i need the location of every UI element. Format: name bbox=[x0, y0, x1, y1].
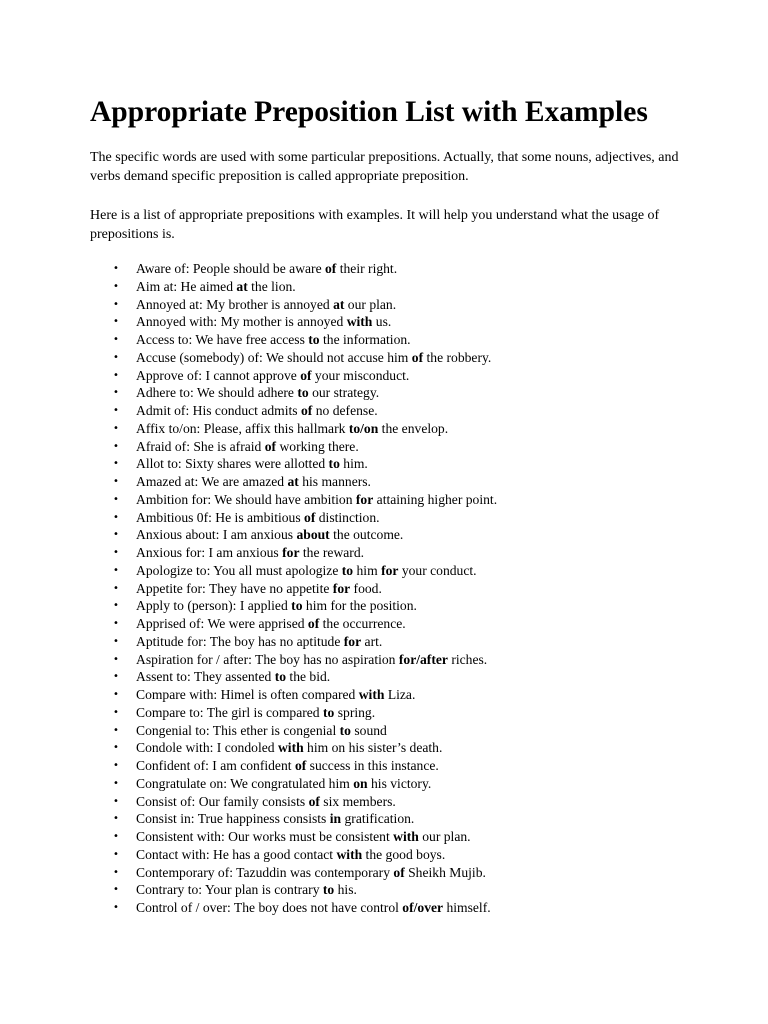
example-text: Accuse (somebody) of: We should not accuse him bbox=[136, 349, 412, 365]
list-item bbox=[0, 438, 768, 456]
example-text: gratification. bbox=[341, 811, 415, 827]
list-item bbox=[0, 384, 768, 402]
preposition-keyword: to bbox=[322, 882, 335, 898]
example-text: Anxious about: I am anxious bbox=[136, 527, 297, 543]
preposition-keyword: of bbox=[304, 509, 316, 525]
example-text: Aware of: People should be aware bbox=[136, 261, 325, 276]
list-item-text bbox=[136, 810, 414, 828]
example-text: working there. bbox=[276, 438, 359, 454]
example-text: success in this instance. bbox=[306, 758, 439, 773]
preposition-keyword: for bbox=[282, 545, 300, 560]
preposition-keyword: to bbox=[328, 456, 340, 472]
example-text: the reward. bbox=[299, 545, 365, 560]
example-text: Compare with: Himel is often compared bbox=[136, 687, 359, 702]
list-item-text bbox=[136, 562, 477, 580]
example-text: his manners. bbox=[298, 474, 371, 489]
list-item bbox=[0, 526, 768, 544]
example-text: Annoyed with: My mother is annoyed bbox=[136, 314, 347, 330]
example-text: our plan. bbox=[344, 296, 397, 312]
bullet-icon: • bbox=[113, 724, 119, 736]
bullet-icon: • bbox=[113, 671, 119, 683]
preposition-keyword: of bbox=[301, 403, 313, 418]
example-text: spring. bbox=[334, 704, 376, 720]
list-item-text bbox=[136, 367, 409, 385]
example-text: no defense. bbox=[312, 403, 378, 418]
example-text: Afraid of: She is afraid bbox=[136, 438, 265, 454]
bullet-icon: • bbox=[113, 831, 119, 842]
list-item-text bbox=[136, 420, 448, 438]
preposition-keyword: of bbox=[264, 438, 277, 454]
example-text: Confident of: I am confident bbox=[136, 758, 295, 773]
bullet-icon: • bbox=[113, 884, 119, 896]
lead-paragraph: Here is a list of appropriate prepositions with examples. It will help you understand what the usage of prepositions is. bbox=[90, 208, 660, 242]
example-text: Anxious for: I am anxious bbox=[136, 545, 283, 560]
preposition-keyword: for bbox=[355, 491, 374, 507]
list-item-text bbox=[136, 491, 497, 509]
preposition-keyword: of/over bbox=[402, 900, 444, 915]
bullet-icon: • bbox=[113, 618, 119, 629]
example-text: Assent to: They assented bbox=[136, 669, 275, 685]
bullet-icon: • bbox=[113, 813, 119, 825]
bullet-icon: • bbox=[113, 440, 119, 452]
example-text: food. bbox=[350, 580, 382, 596]
bullet-icon: • bbox=[113, 493, 119, 505]
list-item bbox=[0, 722, 768, 740]
preposition-keyword: to/on bbox=[348, 420, 379, 436]
example-text: him bbox=[353, 562, 382, 578]
example-text: Congratulate on: We congratulated him bbox=[136, 775, 354, 791]
example-text: Adhere to: We should adhere bbox=[136, 385, 298, 401]
bullet-icon: • bbox=[113, 369, 119, 381]
bullet-icon: • bbox=[113, 547, 119, 558]
list-item-text bbox=[136, 864, 486, 882]
example-text: your conduct. bbox=[398, 562, 477, 578]
preposition-keyword: to bbox=[339, 722, 351, 738]
example-text: our plan. bbox=[418, 829, 471, 844]
list-item bbox=[0, 881, 768, 899]
example-text: Contrary to: Your plan is contrary bbox=[136, 882, 323, 898]
list-item-text bbox=[136, 384, 379, 402]
example-text: their right. bbox=[336, 261, 398, 276]
list-item bbox=[0, 491, 768, 509]
example-text: the robbery. bbox=[423, 349, 492, 365]
list-item bbox=[0, 846, 768, 864]
list-item-text bbox=[136, 722, 387, 740]
example-text: Aim at: He aimed bbox=[136, 278, 237, 294]
bullet-icon: • bbox=[113, 582, 119, 594]
list-item bbox=[0, 402, 768, 420]
list-item-text bbox=[136, 473, 371, 491]
intro-paragraph: The specific words are used with some particular prepositions. Actually, that some nouns, adjectives, and verbs demand specific preposition is called appropriate preposition. bbox=[90, 150, 679, 184]
preposition-keyword: to bbox=[297, 385, 309, 401]
example-text: him. bbox=[339, 456, 368, 472]
bullet-icon: • bbox=[113, 706, 119, 718]
list-item-text bbox=[136, 846, 445, 864]
list-item-text bbox=[136, 881, 357, 899]
bullet-icon: • bbox=[113, 653, 119, 665]
list-item-text bbox=[136, 597, 417, 615]
bullet-icon: • bbox=[113, 351, 119, 363]
example-text: Approve of: I cannot approve bbox=[136, 367, 301, 383]
preposition-list bbox=[0, 260, 768, 917]
list-item bbox=[0, 793, 768, 811]
example-text: Liza. bbox=[384, 687, 416, 702]
list-item-text bbox=[136, 331, 411, 349]
list-item bbox=[0, 597, 768, 615]
example-text: Sheikh Mujib. bbox=[404, 864, 486, 880]
preposition-keyword: to bbox=[341, 562, 354, 578]
preposition-keyword: at bbox=[236, 278, 248, 294]
bullet-icon: • bbox=[113, 600, 119, 612]
list-item-text bbox=[136, 668, 330, 686]
example-text: distinction. bbox=[315, 509, 380, 525]
list-item-text bbox=[136, 544, 364, 562]
list-item bbox=[0, 562, 768, 580]
preposition-keyword: to bbox=[323, 704, 335, 720]
list-item bbox=[0, 828, 768, 846]
list-item-text bbox=[136, 775, 431, 793]
list-item bbox=[0, 420, 768, 438]
list-item-text bbox=[136, 313, 391, 331]
example-text: the envelop. bbox=[378, 420, 449, 436]
example-text: sound bbox=[350, 722, 387, 738]
example-text: Contemporary of: Tazuddin was contemporary bbox=[136, 864, 394, 880]
preposition-keyword: to bbox=[291, 598, 303, 614]
example-text: our strategy. bbox=[308, 385, 380, 401]
bullet-icon: • bbox=[113, 405, 119, 416]
bullet-icon: • bbox=[113, 795, 119, 807]
example-text: Apologize to: You all must apologize bbox=[136, 562, 342, 578]
example-text: art. bbox=[361, 633, 383, 649]
bullet-icon: • bbox=[113, 316, 119, 328]
bullet-icon: • bbox=[113, 511, 119, 523]
preposition-keyword: of bbox=[325, 261, 337, 276]
bullet-icon: • bbox=[113, 476, 119, 487]
example-text: him for the position. bbox=[302, 598, 417, 614]
example-text: Annoyed at: My brother is annoyed bbox=[136, 296, 334, 312]
preposition-keyword: of bbox=[300, 367, 312, 383]
example-text: Consist of: Our family consists bbox=[136, 793, 309, 809]
list-item bbox=[0, 686, 768, 704]
example-text: himself. bbox=[443, 900, 491, 915]
list-item bbox=[0, 864, 768, 882]
example-text: Amazed at: We are amazed bbox=[136, 474, 288, 489]
preposition-keyword: in bbox=[329, 811, 342, 827]
example-text: Allot to: Sixty shares were allotted bbox=[136, 456, 329, 472]
example-text: the information. bbox=[319, 332, 411, 347]
list-item bbox=[0, 739, 768, 757]
list-item-text bbox=[136, 349, 491, 367]
bullet-icon: • bbox=[113, 902, 119, 913]
example-text: Ambition for: We should have ambition bbox=[136, 491, 356, 507]
example-text: the lion. bbox=[247, 278, 296, 294]
example-text: Aspiration for / after: The boy has no aspiration bbox=[136, 651, 399, 667]
list-item-text bbox=[136, 793, 396, 811]
page-title: Appropriate Preposition List with Examples bbox=[90, 96, 648, 128]
bullet-icon: • bbox=[113, 689, 119, 700]
list-item-text bbox=[136, 651, 487, 669]
list-item bbox=[0, 278, 768, 296]
preposition-keyword: of bbox=[411, 349, 424, 365]
list-item-text bbox=[136, 899, 491, 917]
list-item bbox=[0, 331, 768, 349]
example-text: six members. bbox=[319, 793, 396, 809]
list-item bbox=[0, 260, 768, 278]
list-item bbox=[0, 668, 768, 686]
preposition-keyword: to bbox=[308, 332, 320, 347]
example-text: us. bbox=[372, 314, 392, 330]
list-item bbox=[0, 367, 768, 385]
preposition-keyword: with bbox=[346, 314, 373, 330]
bullet-icon: • bbox=[113, 387, 119, 399]
bullet-icon: • bbox=[113, 564, 119, 576]
example-text: his. bbox=[334, 882, 357, 898]
example-text: Consistent with: Our works must be consistent bbox=[136, 829, 394, 844]
example-text: the occurrence. bbox=[319, 616, 406, 631]
bullet-icon: • bbox=[113, 280, 119, 292]
list-item bbox=[0, 455, 768, 473]
list-item bbox=[0, 704, 768, 722]
example-text: Control of / over: The boy does not have control bbox=[136, 900, 403, 915]
preposition-keyword: to bbox=[274, 669, 287, 685]
list-item-text bbox=[136, 402, 378, 420]
preposition-keyword: on bbox=[353, 775, 368, 791]
example-text: Apprised of: We were apprised bbox=[136, 616, 308, 631]
example-text: Condole with: I condoled bbox=[136, 740, 278, 756]
bullet-icon: • bbox=[113, 458, 119, 470]
bullet-icon: • bbox=[113, 777, 119, 789]
list-item-text bbox=[136, 739, 442, 757]
list-item bbox=[0, 473, 768, 491]
example-text: your misconduct. bbox=[311, 367, 410, 383]
example-text: Access to: We have free access bbox=[136, 332, 309, 347]
list-item bbox=[0, 633, 768, 651]
list-item bbox=[0, 313, 768, 331]
list-item-text bbox=[136, 580, 382, 598]
preposition-keyword: for bbox=[343, 633, 362, 649]
bullet-icon: • bbox=[113, 742, 119, 754]
example-text: Affix to/on: Please, affix this hallmark bbox=[136, 420, 349, 436]
example-text: attaining higher point. bbox=[373, 491, 498, 507]
preposition-keyword: at bbox=[333, 296, 345, 312]
list-item-text bbox=[136, 509, 380, 527]
example-text: Admit of: His conduct admits bbox=[136, 403, 301, 418]
bullet-icon: • bbox=[113, 529, 119, 541]
bullet-icon: • bbox=[113, 334, 119, 345]
list-item bbox=[0, 580, 768, 598]
list-item-text bbox=[136, 526, 403, 544]
preposition-keyword: of bbox=[294, 758, 307, 773]
list-item bbox=[0, 509, 768, 527]
preposition-keyword: of bbox=[308, 793, 320, 809]
list-item bbox=[0, 651, 768, 669]
list-item bbox=[0, 810, 768, 828]
example-text: the good boys. bbox=[362, 846, 446, 862]
list-item-text bbox=[136, 296, 396, 314]
preposition-keyword: at bbox=[287, 474, 299, 489]
list-item-text bbox=[136, 278, 296, 296]
example-text: the bid. bbox=[286, 669, 331, 685]
list-item bbox=[0, 899, 768, 917]
preposition-keyword: of bbox=[307, 616, 320, 631]
list-item-text bbox=[136, 455, 368, 473]
example-text: Consist in: True happiness consists bbox=[136, 811, 330, 827]
list-item-text bbox=[136, 615, 406, 633]
list-item-text bbox=[136, 260, 397, 278]
preposition-keyword: about bbox=[296, 527, 330, 543]
example-text: Congenial to: This ether is congenial bbox=[136, 722, 340, 738]
example-text: Aptitude for: The boy has no aptitude bbox=[136, 633, 344, 649]
example-text: the outcome. bbox=[329, 527, 404, 543]
list-item bbox=[0, 615, 768, 633]
list-item-text bbox=[136, 704, 375, 722]
list-item-text bbox=[136, 633, 382, 651]
preposition-keyword: with bbox=[393, 829, 419, 844]
preposition-keyword: for/after bbox=[398, 651, 448, 667]
list-item-text bbox=[136, 686, 415, 704]
preposition-keyword: with bbox=[358, 687, 385, 702]
list-item bbox=[0, 775, 768, 793]
preposition-keyword: for bbox=[332, 580, 351, 596]
list-item bbox=[0, 349, 768, 367]
example-text: his victory. bbox=[367, 775, 432, 791]
example-text: Appetite for: They have no appetite bbox=[136, 580, 333, 596]
list-item bbox=[0, 544, 768, 562]
example-text: Contact with: He has a good contact bbox=[136, 846, 337, 862]
bullet-icon: • bbox=[113, 298, 119, 310]
example-text: Ambitious 0f: He is ambitious bbox=[136, 509, 305, 525]
preposition-keyword: for bbox=[381, 562, 399, 578]
bullet-icon: • bbox=[113, 848, 119, 860]
list-item-text bbox=[136, 438, 359, 456]
list-item bbox=[0, 296, 768, 314]
bullet-icon: • bbox=[113, 866, 119, 878]
bullet-icon: • bbox=[113, 422, 119, 434]
list-item bbox=[0, 757, 768, 775]
preposition-keyword: with bbox=[336, 846, 363, 862]
preposition-keyword: with bbox=[277, 740, 304, 756]
example-text: riches. bbox=[447, 651, 488, 667]
list-item-text bbox=[136, 757, 439, 775]
bullet-icon: • bbox=[113, 263, 119, 274]
list-item-text bbox=[136, 828, 471, 846]
example-text: Apply to (person): I applied bbox=[136, 598, 292, 614]
example-text: Compare to: The girl is compared bbox=[136, 704, 323, 720]
bullet-icon: • bbox=[113, 635, 119, 647]
example-text: him on his sister’s death. bbox=[303, 740, 443, 756]
preposition-keyword: of bbox=[393, 864, 405, 880]
bullet-icon: • bbox=[113, 760, 119, 771]
